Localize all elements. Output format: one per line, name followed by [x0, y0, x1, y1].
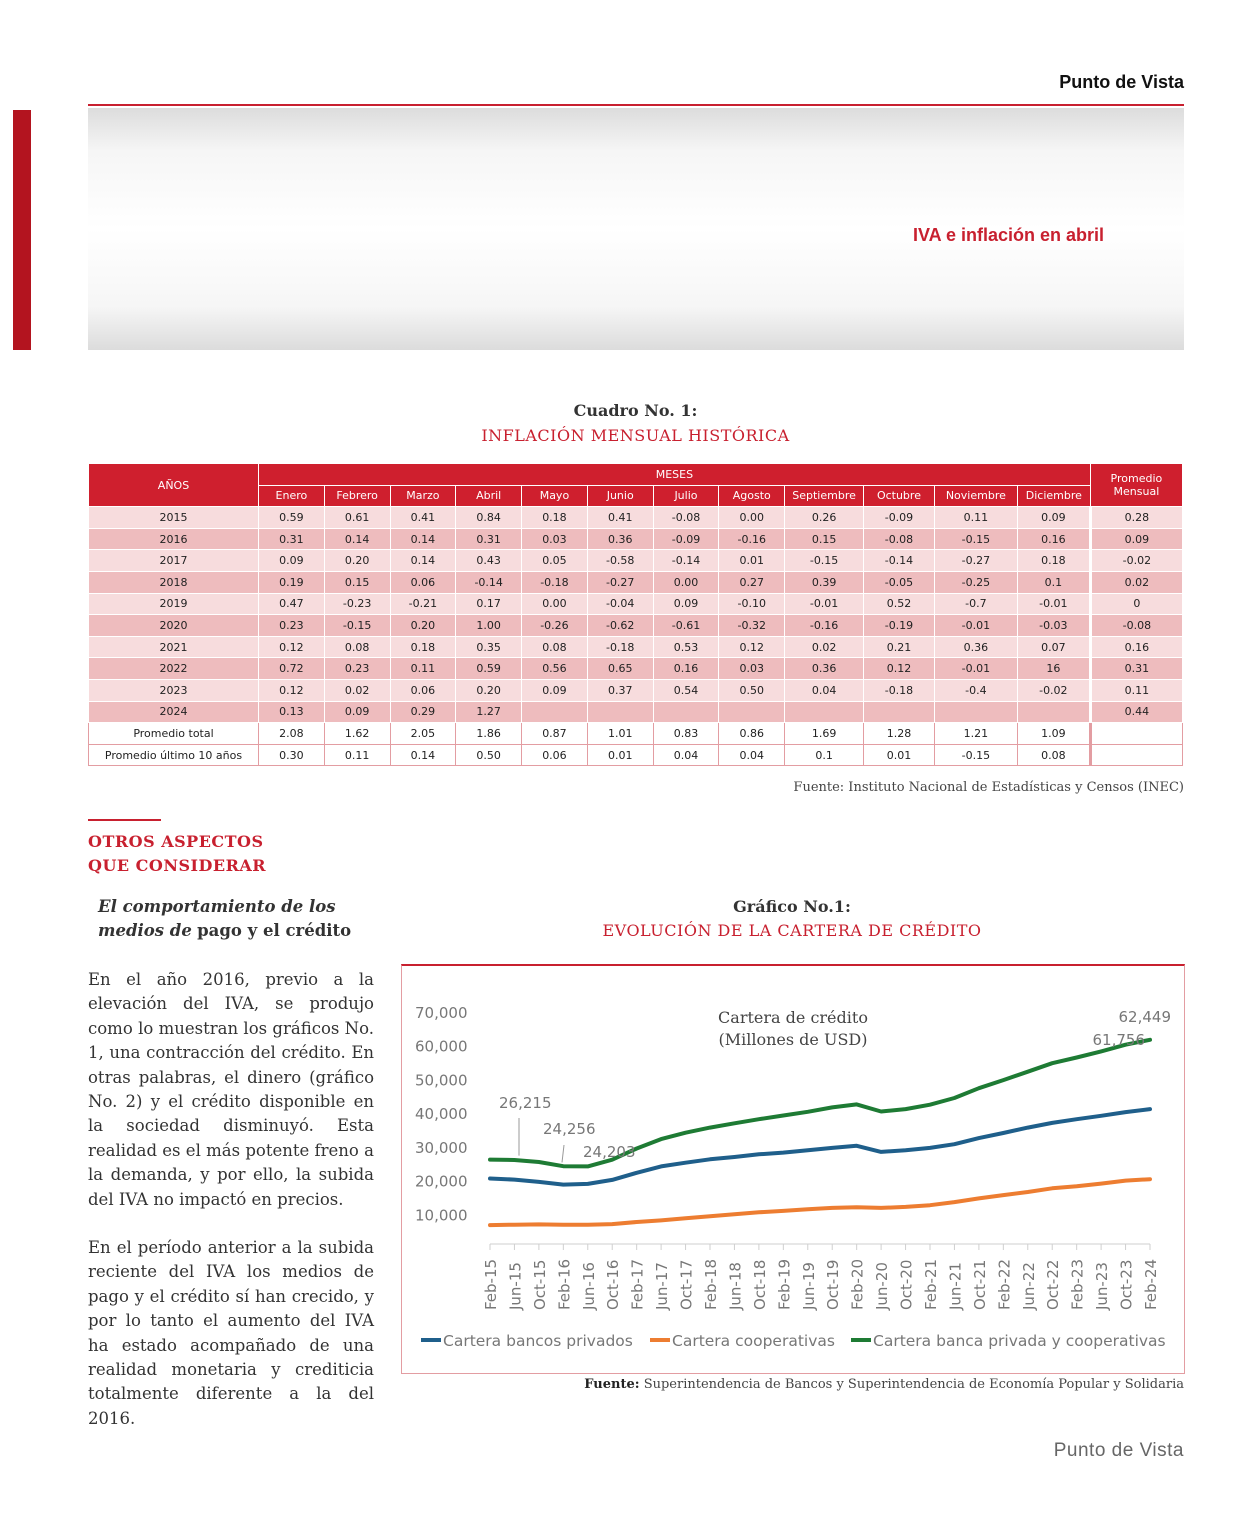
- table-cell: 0.09: [259, 550, 325, 572]
- table-cell: 0.14: [390, 528, 456, 550]
- table-cell: 0.41: [390, 507, 456, 529]
- row-average: 0: [1090, 593, 1182, 615]
- side-accent-bar: [13, 110, 31, 350]
- table-row: [89, 550, 1183, 572]
- table-cell: 0.12: [719, 636, 785, 658]
- table-cell: 0.41: [587, 507, 653, 529]
- table-cell: -0.03: [1017, 615, 1090, 637]
- table-cell: 0.83: [653, 723, 719, 745]
- table-cell: 0.26: [785, 507, 864, 529]
- chart-subtitle: (Millones de USD): [718, 1030, 868, 1049]
- table-cell: -0.15: [934, 528, 1017, 550]
- table-cell: -0.15: [324, 615, 390, 637]
- table-cell: 0.50: [719, 679, 785, 701]
- table-cell: 0.01: [587, 744, 653, 766]
- table-cell: -0.18: [864, 679, 935, 701]
- table-cell: 0.13: [259, 701, 325, 723]
- x-tick-label: Oct-21: [970, 1259, 989, 1310]
- table-row: [89, 507, 1183, 529]
- table-cell: 0.1: [785, 744, 864, 766]
- table-cell: 0.59: [456, 658, 522, 680]
- table-cell: -0.05: [864, 571, 935, 593]
- table-row: [89, 658, 1183, 680]
- table-cell: 0.11: [934, 507, 1017, 529]
- x-tick-label: Feb-18: [702, 1258, 720, 1310]
- row-average: 0.11: [1090, 679, 1182, 701]
- table-cell: 0.84: [456, 507, 522, 529]
- x-tick-label: Jun-18: [726, 1262, 745, 1310]
- month-header: Octubre: [864, 485, 935, 507]
- chart-source-text: Superintendencia de Bancos y Superintendencia de Economía Popular y Solidaria: [643, 1377, 1184, 1392]
- table-cell: 0.16: [1017, 528, 1090, 550]
- inflation-table: [88, 463, 1183, 766]
- table-body: [89, 507, 1183, 766]
- table-cell: [653, 701, 719, 723]
- table-row: [89, 723, 1183, 745]
- table-row: [89, 679, 1183, 701]
- x-tick-label: Feb-15: [482, 1258, 500, 1310]
- month-header: Agosto: [719, 485, 785, 507]
- table-cell: 0.12: [259, 679, 325, 701]
- table-cell: 0.00: [719, 507, 785, 529]
- table-cell: 1.28: [864, 723, 935, 745]
- table-cell: 0.1: [1017, 571, 1090, 593]
- row-average: 0.02: [1090, 571, 1182, 593]
- table-cell: 1.21: [934, 723, 1017, 745]
- value-annotation: 24,256: [543, 1120, 596, 1138]
- table-cell: -0.19: [864, 615, 935, 637]
- col-header-average-line1: Promedio: [1110, 472, 1163, 486]
- banner-title: IVA e inflación en abril: [912, 225, 1104, 245]
- table-cell: 0.31: [259, 528, 325, 550]
- x-tick-label: Oct-19: [824, 1259, 843, 1310]
- row-label: 2023: [89, 679, 259, 701]
- chart-source-label: Fuente:: [584, 1377, 640, 1392]
- x-tick-label: Jun-20: [873, 1262, 892, 1310]
- table-cell: 1.62: [324, 723, 390, 745]
- value-annotation: 26,215: [499, 1094, 552, 1112]
- table-cell: 0.02: [324, 679, 390, 701]
- month-header: Diciembre: [1017, 485, 1090, 507]
- table-cell: -0.08: [864, 528, 935, 550]
- table-cell: 1.09: [1017, 723, 1090, 745]
- x-tick-label: Jun-23: [1093, 1262, 1112, 1310]
- paragraph-2: En el período anterior a la subida reciente del IVA los medios de pago y el crédito sí han crecido, y por lo tanto el aumento del IVA ha estado acompañado de una realidad monetaria y crediticia totalmente diferente a la del 2016.: [88, 1238, 374, 1428]
- paragraph-1: En el año 2016, previo a la elevación del IVA, se produjo como lo muestran los gráficos No. 1, una contracción del crédito. En otras palabras, el dinero (gráfico No. 2) y el crédito disponible en la sociedad disminuyó. Esta realidad es el más potente freno a la demanda, y por ello, la subida del IVA no impactó en precios.: [88, 970, 374, 1209]
- table-cell: 0.30: [259, 744, 325, 766]
- x-tick-label: Feb-23: [1068, 1258, 1087, 1310]
- table-cell: 0.05: [522, 550, 588, 572]
- x-tick-label: Jun-17: [653, 1262, 672, 1310]
- table-cell: 0.20: [390, 615, 456, 637]
- col-header-average-line2: Mensual: [1113, 485, 1160, 499]
- table-cell: -0.7: [934, 593, 1017, 615]
- row-average: [1090, 744, 1182, 766]
- row-label: Promedio total: [89, 723, 259, 745]
- table-cell: 0.39: [785, 571, 864, 593]
- chart-caption-title: EVOLUCIÓN DE LA CARTERA DE CRÉDITO: [602, 921, 982, 940]
- y-tick-label: 50,000: [415, 1071, 468, 1090]
- chart-title: Cartera de crédito: [718, 1008, 868, 1027]
- table-row: [89, 593, 1183, 615]
- row-average: 0.44: [1090, 701, 1182, 723]
- y-tick-label: 60,000: [415, 1037, 468, 1056]
- table-cell: -0.02: [1017, 679, 1090, 701]
- table-cell: -0.01: [785, 593, 864, 615]
- table-cell: -0.25: [934, 571, 1017, 593]
- table-cell: 0.11: [390, 658, 456, 680]
- y-tick-label: 70,000: [415, 1004, 468, 1022]
- table-cell: -0.61: [653, 615, 719, 637]
- table-cell: -0.08: [653, 507, 719, 529]
- month-header: Febrero: [324, 485, 390, 507]
- table-cell: 0.52: [864, 593, 935, 615]
- table-cell: 0.01: [719, 550, 785, 572]
- table-cell: 0.12: [259, 636, 325, 658]
- table-cell: 0.87: [522, 723, 588, 745]
- table-cell: 0.00: [522, 593, 588, 615]
- table-cell: 0.04: [785, 679, 864, 701]
- section-title: [88, 830, 328, 878]
- row-label: 2016: [89, 528, 259, 550]
- table-cell: 0.37: [587, 679, 653, 701]
- table-cell: 0.04: [653, 744, 719, 766]
- table-cell: [719, 701, 785, 723]
- table-cell: -0.01: [934, 658, 1017, 680]
- x-tick-label: Jun-15: [506, 1262, 525, 1310]
- row-label: Promedio último 10 años: [89, 744, 259, 766]
- value-annotation: 62,449: [1118, 1008, 1171, 1026]
- table-cell: -0.14: [653, 550, 719, 572]
- table-cell: 0.65: [587, 658, 653, 680]
- x-tick-label: Feb-20: [848, 1258, 867, 1310]
- table-cell: 0.31: [456, 528, 522, 550]
- table-cell: 2.05: [390, 723, 456, 745]
- table-row: [89, 744, 1183, 766]
- section-title-line2: QUE CONSIDERAR: [88, 856, 267, 875]
- month-header: Abril: [456, 485, 522, 507]
- x-tick-label: Feb-17: [628, 1258, 647, 1310]
- col-header-months: MESES: [259, 464, 1091, 486]
- x-tick-label: Feb-16: [555, 1258, 574, 1310]
- table-cell: -0.16: [719, 528, 785, 550]
- row-average: 0.31: [1090, 658, 1182, 680]
- table-cell: 0.14: [390, 550, 456, 572]
- row-average: 0.16: [1090, 636, 1182, 658]
- table-cell: 1.01: [587, 723, 653, 745]
- legend-label: Cartera cooperativas: [672, 1332, 835, 1350]
- subtitle-part1: El comportamiento de los: [98, 897, 336, 916]
- table-cell: 0.72: [259, 658, 325, 680]
- table-cell: -0.09: [653, 528, 719, 550]
- chart-source: [420, 1377, 1184, 1392]
- month-header: Junio: [587, 485, 653, 507]
- col-header-years: AÑOS: [89, 464, 259, 507]
- table-cell: [522, 701, 588, 723]
- section-title-line1: OTROS ASPECTOS: [88, 832, 264, 851]
- table-cell: 2.08: [259, 723, 325, 745]
- table-cell: 0.06: [390, 679, 456, 701]
- x-tick-label: Jun-16: [579, 1262, 598, 1310]
- y-tick-label: 30,000: [415, 1138, 468, 1157]
- section-rule: [88, 819, 161, 821]
- table-cell: 0.36: [934, 636, 1017, 658]
- row-label: 2021: [89, 636, 259, 658]
- brand-header: Punto de Vista: [1059, 72, 1184, 92]
- table-cell: 0.43: [456, 550, 522, 572]
- table-cell: 0.54: [653, 679, 719, 701]
- month-header: Septiembre: [785, 485, 864, 507]
- table-cell: 0.53: [653, 636, 719, 658]
- section-subtitle: [98, 895, 388, 943]
- row-label: 2020: [89, 615, 259, 637]
- table-caption-number: Cuadro No. 1:: [573, 401, 698, 420]
- subtitle-part2: medios de: [98, 921, 192, 940]
- table-cell: -0.32: [719, 615, 785, 637]
- chart-legend: [421, 1332, 1166, 1350]
- row-label: 2024: [89, 701, 259, 723]
- table-cell: -0.15: [785, 550, 864, 572]
- table-cell: 0.09: [1017, 507, 1090, 529]
- table-cell: -0.14: [456, 571, 522, 593]
- table-row: [89, 636, 1183, 658]
- table-cell: -0.23: [324, 593, 390, 615]
- table-cell: 0.61: [324, 507, 390, 529]
- col-header-average: [1090, 464, 1182, 507]
- month-header: Noviembre: [934, 485, 1017, 507]
- table-cell: 0.21: [864, 636, 935, 658]
- x-tick-label: Jun-22: [1019, 1262, 1038, 1310]
- table-cell: [587, 701, 653, 723]
- table-row: [89, 701, 1183, 723]
- month-header: Marzo: [390, 485, 456, 507]
- row-average: [1090, 723, 1182, 745]
- x-tick-label: Oct-16: [604, 1259, 623, 1310]
- table-cell: -0.01: [1017, 593, 1090, 615]
- table-cell: 0.08: [522, 636, 588, 658]
- x-tick-label: Feb-24: [1142, 1258, 1160, 1310]
- table-cell: 0.14: [390, 744, 456, 766]
- table-cell: 0.59: [259, 507, 325, 529]
- table-row: [89, 528, 1183, 550]
- x-tick-label: Oct-22: [1044, 1259, 1063, 1310]
- table-cell: [785, 701, 864, 723]
- table-cell: 0.07: [1017, 636, 1090, 658]
- chart-caption-number: Gráfico No.1:: [733, 897, 851, 916]
- table-cell: -0.15: [934, 744, 1017, 766]
- table-cell: -0.01: [934, 615, 1017, 637]
- table-cell: -0.27: [934, 550, 1017, 572]
- y-tick-label: 40,000: [415, 1105, 468, 1124]
- table-cell: 0.11: [324, 744, 390, 766]
- table-cell: 0.08: [324, 636, 390, 658]
- table-cell: 0.36: [785, 658, 864, 680]
- row-average: -0.02: [1090, 550, 1182, 572]
- table-cell: 1.86: [456, 723, 522, 745]
- table-cell: 0.06: [522, 744, 588, 766]
- table-cell: 1.27: [456, 701, 522, 723]
- table-cell: 0.15: [324, 571, 390, 593]
- table-cell: -0.26: [522, 615, 588, 637]
- table-cell: [864, 701, 935, 723]
- table-cell: 0.02: [785, 636, 864, 658]
- table-cell: 0.86: [719, 723, 785, 745]
- table-caption-title: INFLACIÓN MENSUAL HISTÓRICA: [481, 426, 790, 445]
- row-label: 2018: [89, 571, 259, 593]
- table-cell: -0.27: [587, 571, 653, 593]
- table-cell: 0.19: [259, 571, 325, 593]
- table-cell: 0.09: [324, 701, 390, 723]
- x-tick-label: Oct-17: [677, 1259, 696, 1310]
- table-row: [89, 615, 1183, 637]
- table-cell: [1017, 701, 1090, 723]
- row-average: 0.28: [1090, 507, 1182, 529]
- row-average: -0.08: [1090, 615, 1182, 637]
- table-cell: 0.12: [864, 658, 935, 680]
- table-cell: 0.06: [390, 571, 456, 593]
- table-cell: 0.00: [653, 571, 719, 593]
- table-cell: 0.14: [324, 528, 390, 550]
- row-label: 2019: [89, 593, 259, 615]
- table-cell: 0.56: [522, 658, 588, 680]
- table-cell: 0.18: [390, 636, 456, 658]
- x-tick-label: Jun-19: [799, 1262, 818, 1310]
- table-cell: -0.21: [390, 593, 456, 615]
- table-cell: 0.17: [456, 593, 522, 615]
- table-cell: -0.04: [587, 593, 653, 615]
- row-label: 2017: [89, 550, 259, 572]
- table-cell: 1.69: [785, 723, 864, 745]
- table-cell: -0.62: [587, 615, 653, 637]
- x-tick-label: Feb-21: [922, 1258, 940, 1310]
- table-cell: 0.04: [719, 744, 785, 766]
- table-cell: 1.00: [456, 615, 522, 637]
- table-cell: 0.23: [259, 615, 325, 637]
- x-tick-label: Oct-20: [897, 1259, 916, 1310]
- table-cell: -0.10: [719, 593, 785, 615]
- table-cell: 0.18: [1017, 550, 1090, 572]
- value-annotation: 24,203: [583, 1143, 636, 1161]
- month-header: Enero: [259, 485, 325, 507]
- table-cell: -0.16: [785, 615, 864, 637]
- series-line-2: [490, 1179, 1150, 1225]
- table-cell: 0.20: [324, 550, 390, 572]
- table-cell: 0.27: [719, 571, 785, 593]
- table-cell: 0.23: [324, 658, 390, 680]
- table-cell: -0.18: [587, 636, 653, 658]
- table-cell: -0.18: [522, 571, 588, 593]
- table-cell: 16: [1017, 658, 1090, 680]
- table-cell: -0.09: [864, 507, 935, 529]
- table-cell: -0.14: [864, 550, 935, 572]
- x-tick-label: Oct-18: [750, 1259, 769, 1310]
- row-label: 2015: [89, 507, 259, 529]
- y-tick-label: 10,000: [415, 1206, 468, 1225]
- table-cell: 0.35: [456, 636, 522, 658]
- brand-footer: Punto de Vista: [1053, 1440, 1184, 1461]
- subtitle-part3: pago y el crédito: [197, 921, 352, 940]
- x-tick-label: Feb-22: [995, 1258, 1014, 1310]
- month-header: Mayo: [522, 485, 588, 507]
- table-cell: 0.08: [1017, 744, 1090, 766]
- credit-line-chart: [401, 964, 1183, 1372]
- table-cell: 0.15: [785, 528, 864, 550]
- header-rule: [88, 104, 1184, 106]
- annotation-leader: [562, 1145, 564, 1162]
- x-axis: [482, 1244, 1160, 1311]
- table-cell: 0.09: [653, 593, 719, 615]
- table-cell: 0.03: [522, 528, 588, 550]
- table-cell: [934, 701, 1017, 723]
- x-tick-label: Jun-21: [946, 1262, 965, 1310]
- x-tick-label: Feb-19: [775, 1258, 794, 1310]
- table-cell: 0.47: [259, 593, 325, 615]
- table-cell: 0.09: [522, 679, 588, 701]
- table-source: Fuente: Instituto Nacional de Estadísticas y Censos (INEC): [793, 780, 1184, 795]
- table-row: [89, 571, 1183, 593]
- month-header: Julio: [653, 485, 719, 507]
- table-cell: -0.58: [587, 550, 653, 572]
- table-cell: 0.36: [587, 528, 653, 550]
- x-tick-label: Oct-23: [1117, 1259, 1136, 1310]
- legend-label: Cartera banca privada y cooperativas: [873, 1332, 1166, 1350]
- table-cell: 0.01: [864, 744, 935, 766]
- row-average: 0.09: [1090, 528, 1182, 550]
- y-tick-label: 20,000: [415, 1172, 468, 1191]
- legend-label: Cartera bancos privados: [443, 1332, 633, 1350]
- x-tick-label: Oct-15: [530, 1259, 549, 1310]
- table-cell: 0.20: [456, 679, 522, 701]
- row-label: 2022: [89, 658, 259, 680]
- table-cell: -0.4: [934, 679, 1017, 701]
- table-cell: 0.50: [456, 744, 522, 766]
- table-cell: 0.18: [522, 507, 588, 529]
- y-axis: [415, 1004, 468, 1224]
- table-cell: 0.29: [390, 701, 456, 723]
- table-cell: 0.03: [719, 658, 785, 680]
- value-annotation: 61,756: [1092, 1031, 1145, 1049]
- table-cell: 0.16: [653, 658, 719, 680]
